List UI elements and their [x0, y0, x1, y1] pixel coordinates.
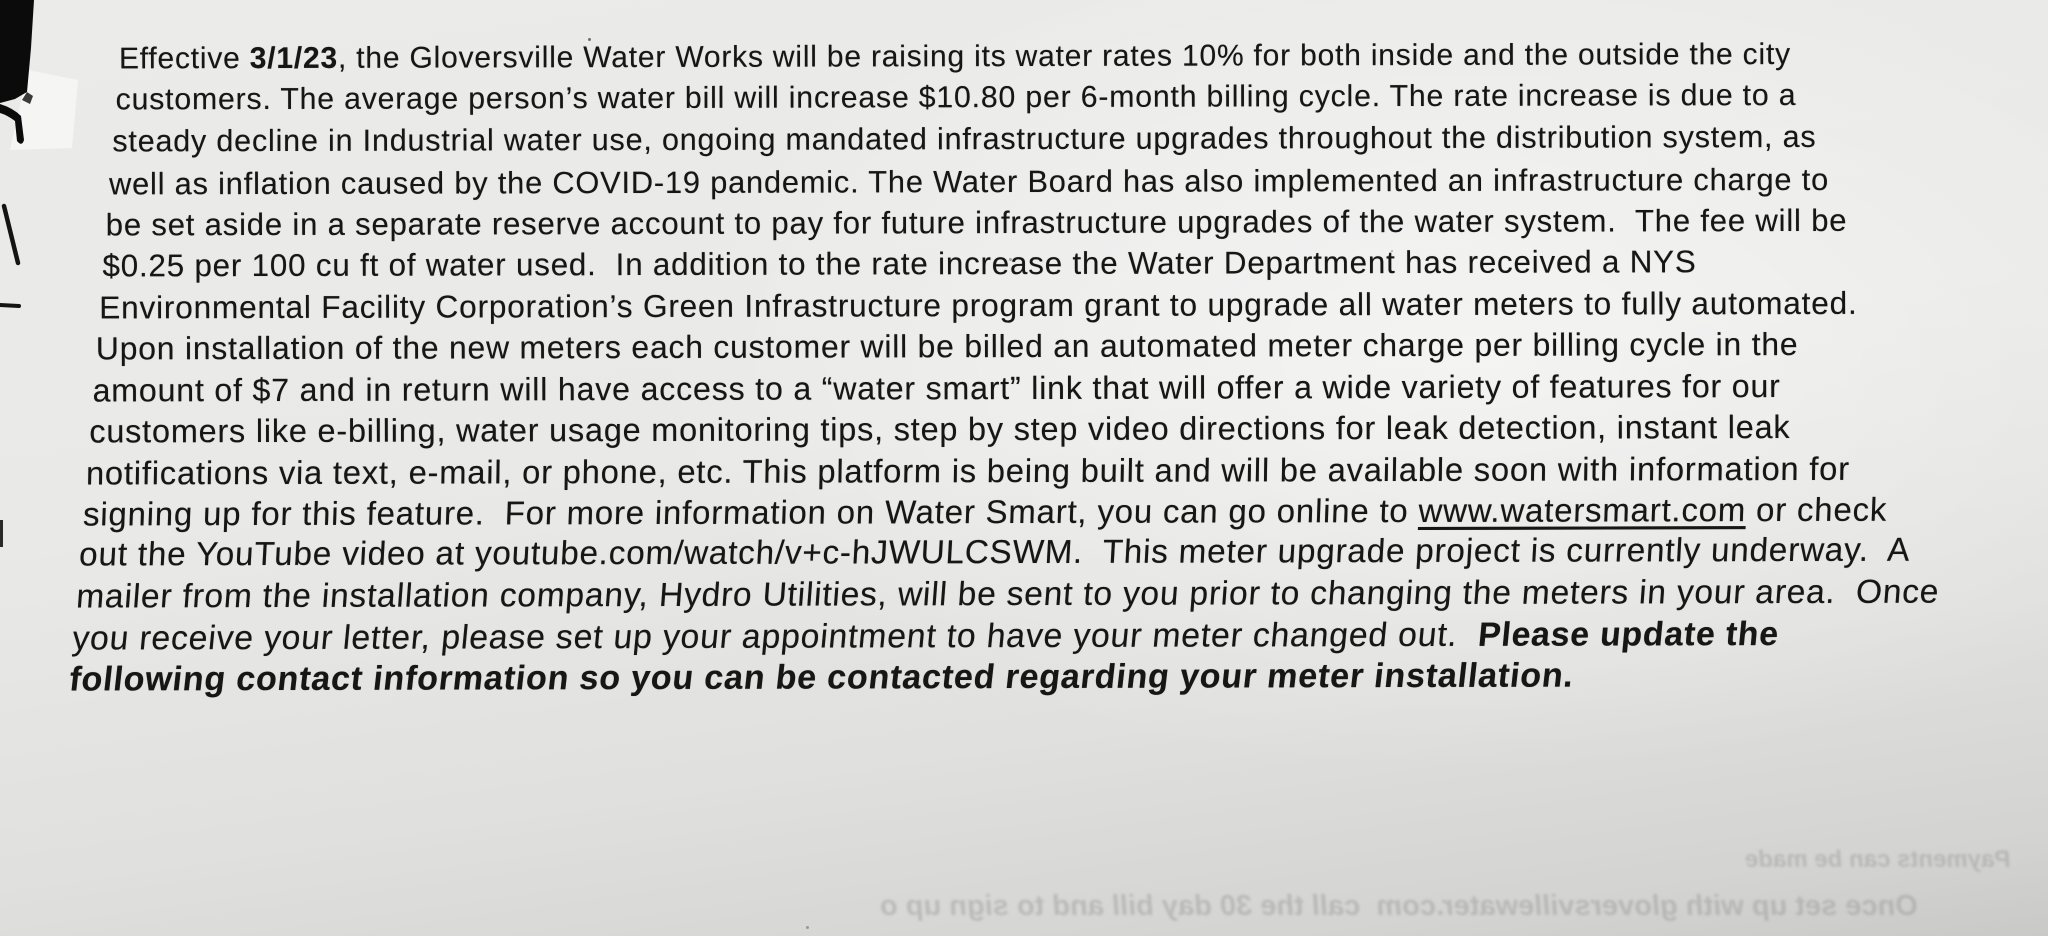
body-text: , the Gloversville Water Works will be raising its water rates 10% for both inside and the outside the city [337, 37, 1791, 75]
bold-text: following contact information so you can be contacted regarding your meter installation. [67, 656, 1577, 699]
text-line [75, 573, 1941, 616]
body-text: well as inflation caused by the COVID-19 pandemic. The Water Board has also implemented an infrastructure charge to [109, 161, 1830, 201]
text-line [106, 203, 1848, 244]
body-text: out the YouTube video at youtube.com/watch/v+c-hJWULCSWM. This meter upgrade project is currently underway. A [78, 532, 1912, 574]
body-text: mailer from the installation company, Hydro Utilities, will be sent to you prior to changing the meters in your area. Once [74, 573, 1941, 616]
body-text: amount of $7 and in return will have access to a “water smart” link that will offer a wide variety of features for our [92, 367, 1781, 409]
text-line [119, 38, 1791, 76]
watersmart-url-text: www.watersmart.com [1417, 491, 1747, 530]
body-text: Environmental Facility Corporation’s Green Infrastructure program grant to upgrade all water meters to fully automated. [99, 285, 1858, 326]
text-line [67, 657, 1576, 700]
body-text: be set aside in a separate reserve account to pay for future infrastructure upgrades of the water system. The fee will be [105, 202, 1848, 243]
body-text: customers. The average person’s water bill will increase $10.80 per 6-month billing cycle. The rate increase is due to a [115, 79, 1797, 117]
text-line [89, 409, 1790, 450]
text-line [71, 615, 1781, 658]
body-text: customers like e-billing, water usage monitoring tips, step by step video directions for leak detection, instant leak [89, 408, 1791, 450]
body-text: steady decline in Industrial water use, ongoing mandated infrastructure upgrades throughout the distribution system, as [112, 120, 1817, 159]
text-line [116, 79, 1797, 117]
text-line [99, 285, 1857, 327]
text-line [93, 368, 1781, 409]
body-text: Upon installation of the new meters each customer will be billed an automated meter charge per billing cycle in the [95, 326, 1799, 367]
text-line [109, 161, 1829, 202]
text-line [102, 244, 1696, 284]
body-text: $0.25 per 100 cu ft of water used. In addition to the rate increase the Water Department has received a NYS [102, 244, 1697, 284]
bold-text: 3/1/23 [249, 41, 339, 76]
text-line [78, 532, 1911, 575]
bleedthrough-text: Once set up with gloversvillewater.com call the 30 day bill and to sign up o [878, 890, 1919, 922]
bold-text: Please update the [1476, 614, 1782, 654]
bleedthrough-text: Payments can be made [1744, 846, 2012, 873]
text-line [96, 326, 1799, 367]
body-text: notifications via text, e-mail, or phone, etc. This platform is being built and will be available soon with information for [85, 449, 1851, 492]
body-text: or check [1745, 490, 1888, 529]
body-text: Effective [118, 42, 250, 76]
text-line [82, 491, 1887, 534]
text-line [86, 450, 1851, 493]
body-text: you receive your letter, please set up your appointment to have your meter changed out. [71, 615, 1481, 658]
text-line [112, 120, 1816, 159]
body-text: signing up for this feature. For more information on Water Smart, you can go online to [82, 492, 1419, 533]
